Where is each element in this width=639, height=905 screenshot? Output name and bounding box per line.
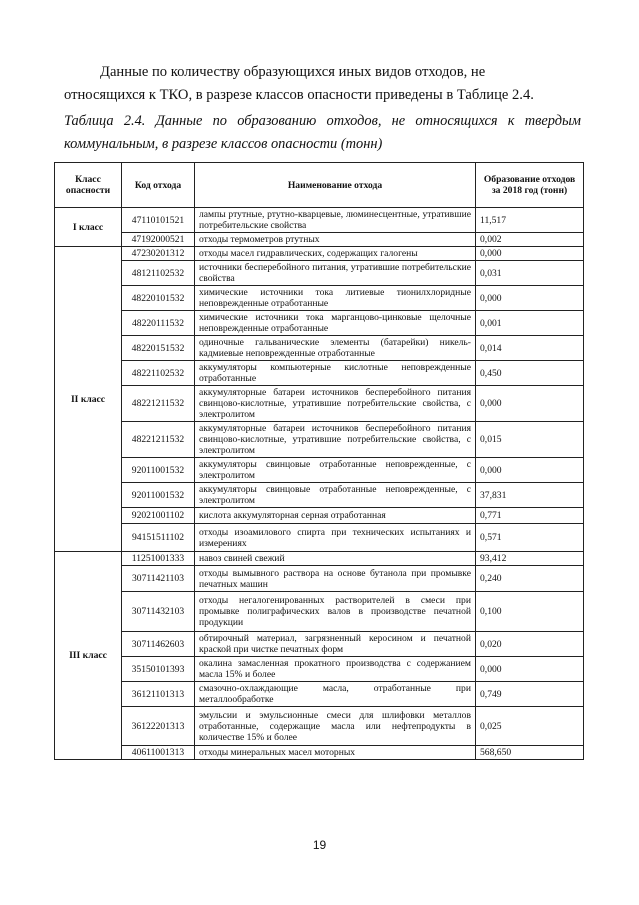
waste-name-cell: аккумуляторные батареи источников бесперебойного питания свинцово-кислотные, утратившие потребительские свойства, с электролитом xyxy=(195,422,476,458)
waste-code-cell: 36122201313 xyxy=(122,707,195,746)
intro-line-2: относящихся к ТКО, в разрезе классов опасности приведены в Таблице 2.4. xyxy=(64,87,534,103)
waste-amount-cell: 11,517 xyxy=(476,208,584,233)
waste-amount-cell: 0,000 xyxy=(476,458,584,483)
waste-amount-cell: 0,240 xyxy=(476,566,584,592)
waste-amount-cell: 0,000 xyxy=(476,247,584,261)
hazard-class-cell: III класс xyxy=(55,552,122,760)
table-body xyxy=(55,208,584,760)
table-row xyxy=(55,746,584,760)
waste-name-cell: отходы негалогенированных растворителей в смеси при промывке полиграфических валов в производстве печатной продукции xyxy=(195,592,476,632)
waste-code-cell: 40611001313 xyxy=(122,746,195,760)
table-row xyxy=(55,311,584,336)
table-row xyxy=(55,208,584,233)
waste-code-cell: 47192000521 xyxy=(122,233,195,247)
waste-name-cell: окалина замасленная прокатного производства с содержанием масла 15% и более xyxy=(195,657,476,682)
table-row xyxy=(55,707,584,746)
waste-name-cell: кислота аккумуляторная серная отработанная xyxy=(195,508,476,524)
waste-code-cell: 47230201312 xyxy=(122,247,195,261)
waste-name-cell: одиночные гальванические элементы (батарейки) никель-кадмиевые неповрежденные отработанные xyxy=(195,336,476,361)
table-row xyxy=(55,657,584,682)
waste-amount-cell: 0,571 xyxy=(476,524,584,552)
table-row xyxy=(55,592,584,632)
waste-name-cell: отходы минеральных масел моторных xyxy=(195,746,476,760)
table-row xyxy=(55,508,584,524)
table-row xyxy=(55,524,584,552)
waste-amount-cell: 0,749 xyxy=(476,682,584,707)
table-row xyxy=(55,566,584,592)
table-row xyxy=(55,386,584,422)
intro-paragraph xyxy=(64,61,581,107)
waste-name-cell: аккумуляторы свинцовые отработанные неповрежденные, с электролитом xyxy=(195,483,476,508)
waste-amount-cell: 0,000 xyxy=(476,657,584,682)
header-name: Наименование отхода xyxy=(195,163,476,208)
waste-name-cell: отходы изоамилового спирта при технических испытаниях и измерениях xyxy=(195,524,476,552)
table-row xyxy=(55,261,584,286)
waste-code-cell: 48220101532 xyxy=(122,286,195,311)
waste-code-cell: 92021001102 xyxy=(122,508,195,524)
waste-code-cell: 92011001532 xyxy=(122,483,195,508)
waste-amount-cell: 0,001 xyxy=(476,311,584,336)
waste-amount-cell: 37,831 xyxy=(476,483,584,508)
table-row xyxy=(55,361,584,386)
waste-name-cell: химические источники тока марганцово-цинковые щелочные неповрежденные отработанные xyxy=(195,311,476,336)
table-row xyxy=(55,286,584,311)
waste-amount-cell: 0,025 xyxy=(476,707,584,746)
waste-amount-cell: 0,002 xyxy=(476,233,584,247)
waste-name-cell: смазочно-охлаждающие масла, отработанные при металлообработке xyxy=(195,682,476,707)
table-row xyxy=(55,422,584,458)
header-amount: Образование отходов за 2018 год (тонн) xyxy=(476,163,584,208)
waste-amount-cell: 0,771 xyxy=(476,508,584,524)
table-row xyxy=(55,632,584,657)
table-row xyxy=(55,247,584,261)
table-row xyxy=(55,552,584,566)
waste-code-cell: 47110101521 xyxy=(122,208,195,233)
waste-amount-cell: 0,000 xyxy=(476,286,584,311)
waste-amount-cell: 0,031 xyxy=(476,261,584,286)
waste-code-cell: 48121102532 xyxy=(122,261,195,286)
waste-code-cell: 48221102532 xyxy=(122,361,195,386)
table-row xyxy=(55,483,584,508)
waste-name-cell: источники бесперебойного питания, утратившие потребительские свойства xyxy=(195,261,476,286)
table-header-row xyxy=(55,163,584,208)
waste-amount-cell: 0,000 xyxy=(476,386,584,422)
intro-line-1: Данные по количеству образующихся иных видов отходов, не xyxy=(100,64,486,80)
waste-amount-cell: 0,020 xyxy=(476,632,584,657)
table-caption: Таблица 2.4. Данные по образованию отходов, не относящихся к твердым коммунальным, в разрезе классов опасности (тонн) xyxy=(64,113,581,152)
waste-name-cell: лампы ртутные, ртутно-кварцевые, люминесцентные, утратившие потребительские свойства xyxy=(195,208,476,233)
waste-name-cell: аккумуляторы компьютерные кислотные неповрежденные отработанные xyxy=(195,361,476,386)
waste-table xyxy=(54,162,584,760)
waste-code-cell: 94151511102 xyxy=(122,524,195,552)
waste-name-cell: эмульсии и эмульсионные смеси для шлифовки металлов отработанные, содержащие масла или нефтепродукты в количестве 15% и более xyxy=(195,707,476,746)
waste-code-cell: 30711421103 xyxy=(122,566,195,592)
waste-name-cell: отходы термометров ртутных xyxy=(195,233,476,247)
table-row xyxy=(55,233,584,247)
waste-code-cell: 48220151532 xyxy=(122,336,195,361)
waste-name-cell: отходы вымывного раствора на основе бутанола при промывке печатных машин xyxy=(195,566,476,592)
waste-name-cell: обтирочный материал, загрязненный керосином и печатной краской при чистке печатных форм xyxy=(195,632,476,657)
header-class: Класс опасности xyxy=(55,163,122,208)
waste-amount-cell: 568,650 xyxy=(476,746,584,760)
waste-code-cell: 30711432103 xyxy=(122,592,195,632)
table-row xyxy=(55,458,584,483)
waste-amount-cell: 0,100 xyxy=(476,592,584,632)
hazard-class-cell: I класс xyxy=(55,208,122,247)
waste-amount-cell: 93,412 xyxy=(476,552,584,566)
waste-name-cell: аккумуляторные батареи источников бесперебойного питания свинцово-кислотные, утратившие потребительские свойства, с электролитом xyxy=(195,386,476,422)
hazard-class-cell: II класс xyxy=(55,247,122,552)
waste-amount-cell: 0,450 xyxy=(476,361,584,386)
waste-amount-cell: 0,015 xyxy=(476,422,584,458)
header-code: Код отхода xyxy=(122,163,195,208)
waste-code-cell: 48220111532 xyxy=(122,311,195,336)
waste-code-cell: 36121101313 xyxy=(122,682,195,707)
waste-name-cell: аккумуляторы свинцовые отработанные неповрежденные, с электролитом xyxy=(195,458,476,483)
waste-code-cell: 11251001333 xyxy=(122,552,195,566)
waste-name-cell: отходы масел гидравлических, содержащих галогены xyxy=(195,247,476,261)
table-row xyxy=(55,682,584,707)
waste-code-cell: 30711462603 xyxy=(122,632,195,657)
table-row xyxy=(55,336,584,361)
waste-code-cell: 92011001532 xyxy=(122,458,195,483)
waste-name-cell: химические источники тока литиевые тионилхлоридные неповрежденные отработанные xyxy=(195,286,476,311)
waste-name-cell: навоз свиней свежий xyxy=(195,552,476,566)
page-number: 19 xyxy=(312,838,327,852)
waste-code-cell: 35150101393 xyxy=(122,657,195,682)
waste-code-cell: 48221211532 xyxy=(122,386,195,422)
waste-code-cell: 48221211532 xyxy=(122,422,195,458)
waste-amount-cell: 0,014 xyxy=(476,336,584,361)
